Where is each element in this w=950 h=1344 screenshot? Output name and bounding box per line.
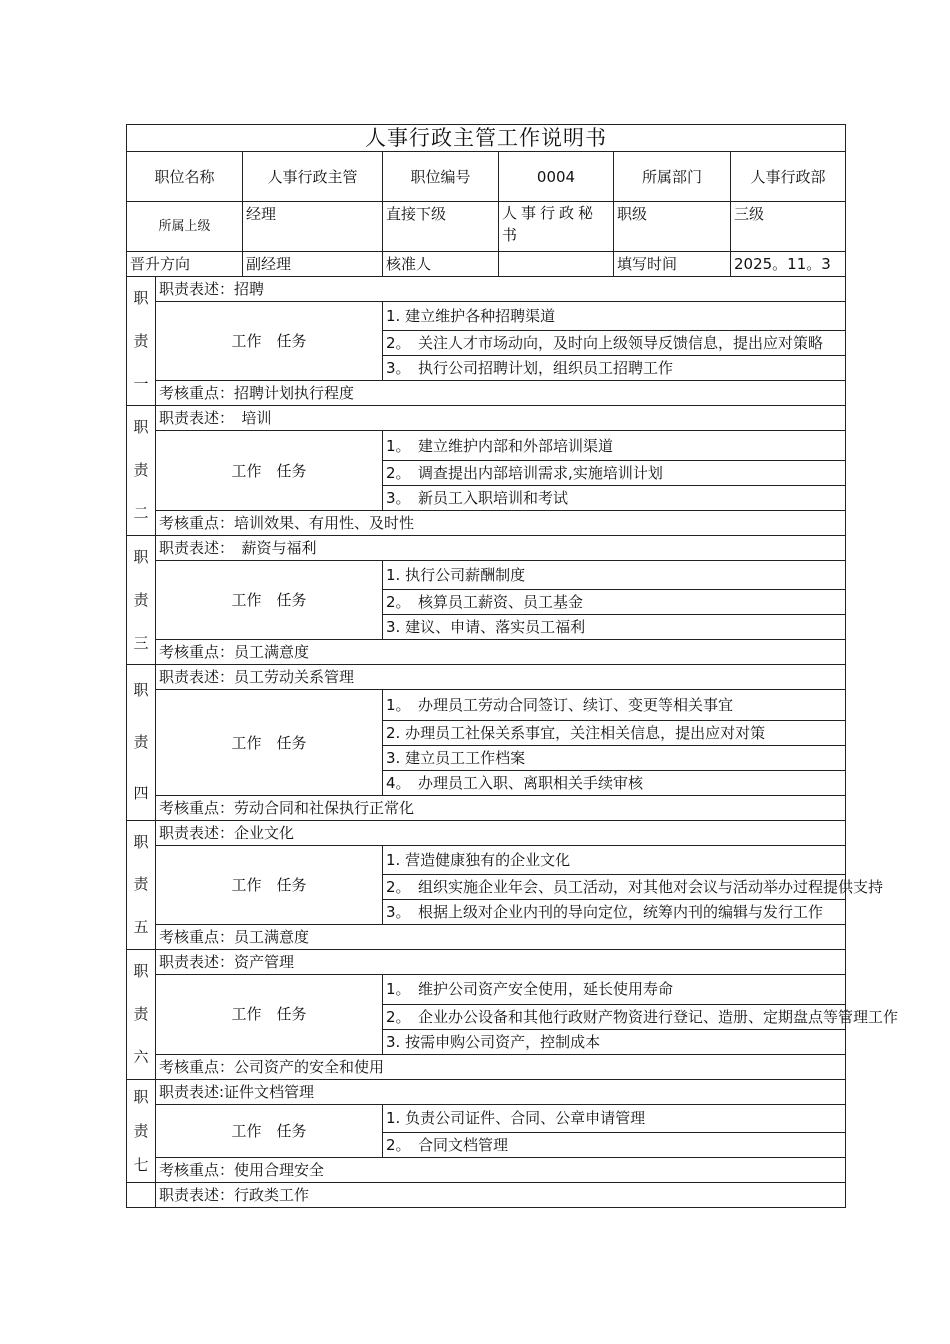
assessment-row [127, 1054, 846, 1079]
work-task-label: 工作 任务 [156, 1104, 383, 1158]
duty-section-label-char: 职 [133, 1087, 149, 1106]
task-item: 3. 建立员工工作档案 [383, 745, 846, 770]
task-row [127, 560, 846, 589]
task-item: 3. 按需申购公司资产，控制成本 [383, 1029, 846, 1054]
duty-statement: 职责表述:证件文档管理 [156, 1079, 846, 1104]
approver-label: 核准人 [383, 252, 499, 277]
assessment-focus: 考核重点：劳动合同和社保执行正常化 [156, 795, 846, 820]
duty-section-label-char: 六 [133, 1047, 149, 1066]
grade-value: 三级 [731, 202, 846, 252]
task-item: 2. 办理员工社保关系事宜，关注相关信息，提出应对对策 [383, 720, 846, 745]
duty-section-label-char: 职 [133, 289, 149, 307]
assessment-row [127, 510, 846, 535]
duty-section-row [127, 950, 846, 975]
task-item: 4。 办理员工入职、离职相关手续审核 [383, 770, 846, 795]
duty-section-row [127, 665, 846, 690]
duty-section-label-char: 责 [133, 875, 149, 894]
assessment-focus: 考核重点：员工满意度 [156, 925, 846, 950]
promotion-label: 晋升方向 [127, 252, 243, 277]
duty-statement: 职责表述：员工劳动关系管理 [156, 665, 846, 690]
duty-section-label-char: 责 [133, 732, 149, 751]
task-item: 1。 维护公司资产安全使用，延长使用寿命 [383, 975, 846, 1004]
task-item: 2。 合同文档管理 [383, 1133, 846, 1158]
department-value: 人事行政部 [731, 152, 846, 202]
task-item: 2。 核算员工薪资、员工基金 [383, 590, 846, 615]
task-item: 2。 组织实施企业年会、员工活动，对其他对会议与活动举办过程提供支持 [383, 875, 846, 900]
position-code-value: 0004 [499, 152, 614, 202]
assessment-row [127, 640, 846, 665]
duty-section-label [127, 820, 156, 949]
duty-section-label [127, 535, 156, 664]
task-item: 3。 执行公司招聘计划，组织员工招聘工作 [383, 356, 846, 381]
assessment-focus: 考核重点：招聘计划执行程度 [156, 381, 846, 406]
duty-section-label [127, 406, 156, 535]
duty-section-label [127, 950, 156, 1079]
position-code-label: 职位编号 [383, 152, 499, 202]
duty-section-label-char: 七 [133, 1156, 149, 1175]
task-item: 3。 新员工入职培训和考试 [383, 485, 846, 510]
task-row [127, 302, 846, 331]
duty-section-label-char: 四 [133, 784, 149, 803]
task-item: 2。 关注人才市场动向，及时向上级领导反馈信息，提出应对策略 [383, 331, 846, 356]
duty-statement: 职责表述：企业文化 [156, 820, 846, 845]
approver-value [499, 252, 614, 277]
promotion-value: 副经理 [243, 252, 383, 277]
duty-section-label-char: 一 [133, 374, 149, 393]
duty-section-row [127, 1079, 846, 1104]
task-item: 2。 企业办公设备和其他行政财产物资进行登记、造册、定期盘点等管理工作 [383, 1004, 846, 1029]
task-row [127, 431, 846, 460]
duty-section-label-char: 职 [133, 418, 149, 437]
work-task-label: 工作 任务 [156, 302, 383, 381]
work-task-label: 工作 任务 [156, 431, 383, 510]
task-row [127, 845, 846, 874]
task-item: 1. 建立维护各种招聘渠道 [383, 302, 846, 331]
assessment-row [127, 925, 846, 950]
duty-statement: 职责表述：行政类工作 [156, 1183, 846, 1208]
job-description-table [126, 124, 899, 1208]
duty-section-label-char: 二 [133, 504, 149, 523]
task-item: 3。 根据上级对企业内刊的导向定位，统筹内刊的编辑与发行工作 [383, 900, 846, 925]
position-name-label: 职位名称 [127, 152, 243, 202]
duty-section-label-char: 职 [133, 547, 149, 566]
duty-section-row [127, 820, 846, 845]
duty-section-label-char: 职 [133, 962, 149, 981]
duty-section-label-char: 职 [133, 681, 149, 700]
task-item: 3. 建议、申请、落实员工福利 [383, 615, 846, 640]
duty-section-label-char: 责 [133, 1121, 149, 1140]
task-item: 1. 营造健康独有的企业文化 [383, 845, 846, 874]
department-label: 所属部门 [614, 152, 731, 202]
fill-date-value: 2025。11。3 [731, 252, 846, 277]
task-row [127, 1104, 846, 1133]
work-task-label: 工作 任务 [156, 845, 383, 924]
work-task-label: 工作 任务 [156, 560, 383, 639]
subordinate-value: 人事行政秘书 [499, 202, 614, 252]
duty-section-label-char: 职 [133, 832, 149, 851]
assessment-row [127, 795, 846, 820]
task-item: 1。 办理员工劳动合同签订、续订、变更等相关事宜 [383, 690, 846, 720]
assessment-focus: 考核重点：培训效果、有用性、及时性 [156, 510, 846, 535]
assessment-row [127, 381, 846, 406]
duty-section-row [127, 535, 846, 560]
duty-statement: 职责表述： 培训 [156, 406, 846, 431]
work-task-label: 工作 任务 [156, 975, 383, 1054]
duty-statement: 职责表述： 薪资与福利 [156, 535, 846, 560]
assessment-focus: 考核重点：使用合理安全 [156, 1158, 846, 1183]
task-item: 2。 调查提出内部培训需求,实施培训计划 [383, 460, 846, 485]
task-item: 1. 负责公司证件、合同、公章申请管理 [383, 1104, 846, 1133]
assessment-focus: 考核重点：公司资产的安全和使用 [156, 1054, 846, 1079]
duty-section-label-char: 责 [133, 1004, 149, 1023]
duty-section-label [127, 277, 156, 406]
duty-section-label [127, 1183, 156, 1208]
duty-statement: 职责表述：资产管理 [156, 950, 846, 975]
task-row [127, 975, 846, 1004]
duty-section-label [127, 1079, 156, 1183]
assessment-focus: 考核重点：员工满意度 [156, 640, 846, 665]
task-row [127, 690, 846, 720]
duty-section-label-char: 五 [133, 918, 149, 937]
subordinate-label: 直接下级 [383, 202, 499, 252]
duty-section-label-char: 三 [133, 633, 149, 652]
duty-section-label-char: 责 [133, 331, 149, 350]
duty-statement: 职责表述：招聘 [156, 277, 846, 302]
duty-section-row [127, 406, 846, 431]
duty-section-row [127, 277, 846, 302]
assessment-row [127, 1158, 846, 1183]
duty-section-row [127, 1183, 846, 1208]
fill-date-label: 填写时间 [614, 252, 731, 277]
task-item: 1. 执行公司薪酬制度 [383, 560, 846, 589]
task-item: 1。 建立维护内部和外部培训渠道 [383, 431, 846, 460]
position-name-value: 人事行政主管 [243, 152, 383, 202]
superior-label: 所属上级 [127, 202, 243, 252]
superior-value: 经理 [243, 202, 383, 252]
grade-label: 职级 [614, 202, 731, 252]
duty-section-label-char: 责 [133, 461, 149, 480]
work-task-label: 工作 任务 [156, 690, 383, 795]
document-title: 人事行政主管工作说明书 [127, 125, 846, 152]
duty-section-label [127, 665, 156, 820]
duty-section-label-char: 责 [133, 590, 149, 609]
